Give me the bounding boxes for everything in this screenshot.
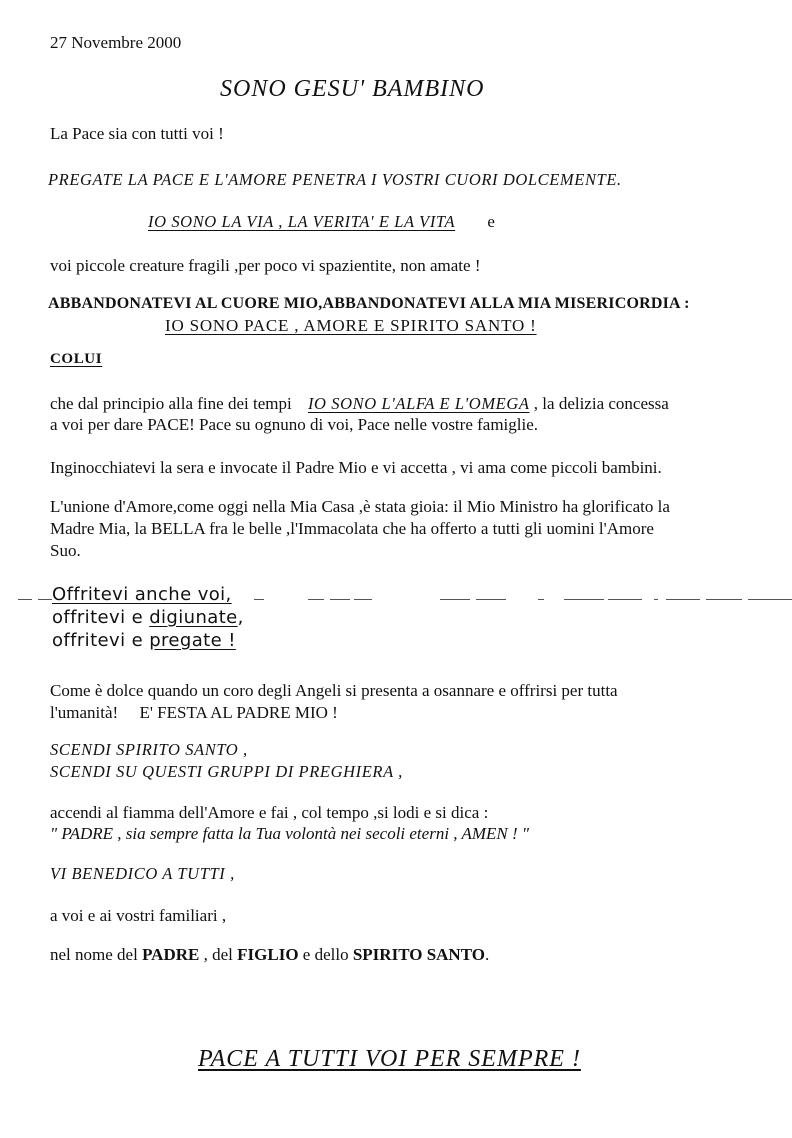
alfa-omega: IO SONO L'ALFA E L'OMEGA bbox=[307, 394, 530, 413]
inginocchiatevi-line: Inginocchiatevi la sera e invocate il Padre Mio e vi accetta , vi ama come piccoli bambini. bbox=[50, 458, 662, 477]
creature-line: voi piccole creature fragili ,per poco vi spazientite, non amate ! bbox=[50, 256, 481, 275]
nome-line bbox=[50, 945, 489, 965]
nome-1: nel nome del bbox=[50, 945, 138, 964]
letter-date: 27 Novembre 2000 bbox=[50, 33, 182, 52]
pregate-line: PREGATE LA PACE E L'AMORE PENETRA I VOSTRI CUORI DOLCEMENTE. bbox=[48, 170, 622, 189]
offritevi-line-1: Offritevi anche voi, bbox=[52, 584, 232, 605]
alfa-line-1 bbox=[50, 394, 669, 414]
nome-4: . bbox=[484, 945, 490, 964]
alfa-pre: che dal principio alla fine dei tempi bbox=[50, 394, 292, 413]
nome-padre: PADRE bbox=[142, 945, 200, 964]
abbandonatevi-line: ABBANDONATEVI AL CUORE MIO,ABBANDONATEVI ALLA MIA MISERICORDIA : bbox=[48, 295, 690, 312]
via-verita-text: IO SONO LA VIA , LA VERITA' E LA VITA bbox=[148, 212, 456, 231]
nome-3: e dello bbox=[302, 945, 349, 964]
offritevi-2-digiunate: digiunate bbox=[149, 607, 238, 628]
closing-line: PACE A TUTTI VOI PER SEMPRE ! bbox=[198, 1046, 581, 1072]
unione-line-2: Madre Mia, la BELLA fra le belle ,l'Immacolata che ha offerto a tutti gli uomini l'Amore bbox=[50, 519, 654, 538]
via-verita-e: e bbox=[487, 212, 495, 231]
offritevi-3-pre: offritevi e bbox=[52, 630, 144, 651]
benedico-line: VI BENEDICO A TUTTI , bbox=[50, 864, 235, 883]
alfa-line-2: a voi per dare PACE! Pace su ognuno di voi, Pace nelle vostre famiglie. bbox=[50, 415, 539, 434]
accendi-line: accendi al fiamma dell'Amore e fai , col tempo ,si lodi e si dica : bbox=[50, 803, 489, 822]
offritevi-2-pre: offritevi e bbox=[52, 607, 144, 628]
letter-title: SONO GESU' BAMBINO bbox=[220, 76, 485, 102]
scendi-line-1: SCENDI SPIRITO SANTO , bbox=[50, 740, 248, 759]
colui-heading: COLUI bbox=[50, 351, 103, 367]
unione-line-1: L'unione d'Amore,come oggi nella Mia Casa ,è stata gioia: il Mio Ministro ha glorificato la bbox=[50, 497, 670, 516]
come-dolce-line-1: Come è dolce quando un coro degli Angeli si presenta a osannare e offrirsi per tutta bbox=[50, 681, 618, 700]
scendi-line-2: SCENDI SU QUESTI GRUPPI DI PREGHIERA , bbox=[50, 762, 403, 781]
nome-figlio: FIGLIO bbox=[237, 945, 299, 964]
via-verita-line bbox=[148, 212, 495, 232]
alfa-post: , la delizia concessa bbox=[533, 394, 669, 413]
unione-line-3: Suo. bbox=[50, 541, 81, 560]
pace-amore-line: IO SONO PACE , AMORE E SPIRITO SANTO ! bbox=[165, 316, 537, 335]
come-dolce-line-2: l'umanità! E' FESTA AL PADRE MIO ! bbox=[50, 703, 338, 722]
padre-quote: " PADRE , sia sempre fatta la Tua volontà nei secoli eterni , AMEN ! " bbox=[50, 824, 530, 843]
offritevi-2-post: , bbox=[237, 607, 244, 628]
offritevi-line-2 bbox=[52, 607, 244, 628]
offritevi-line-3 bbox=[52, 630, 236, 651]
familiari-line: a voi e ai vostri familiari , bbox=[50, 906, 227, 925]
nome-spirito: SPIRITO SANTO bbox=[352, 945, 485, 964]
offritevi-3-pregate: pregate ! bbox=[149, 630, 236, 651]
nome-2: , del bbox=[203, 945, 233, 964]
greeting: La Pace sia con tutti voi ! bbox=[50, 124, 224, 143]
